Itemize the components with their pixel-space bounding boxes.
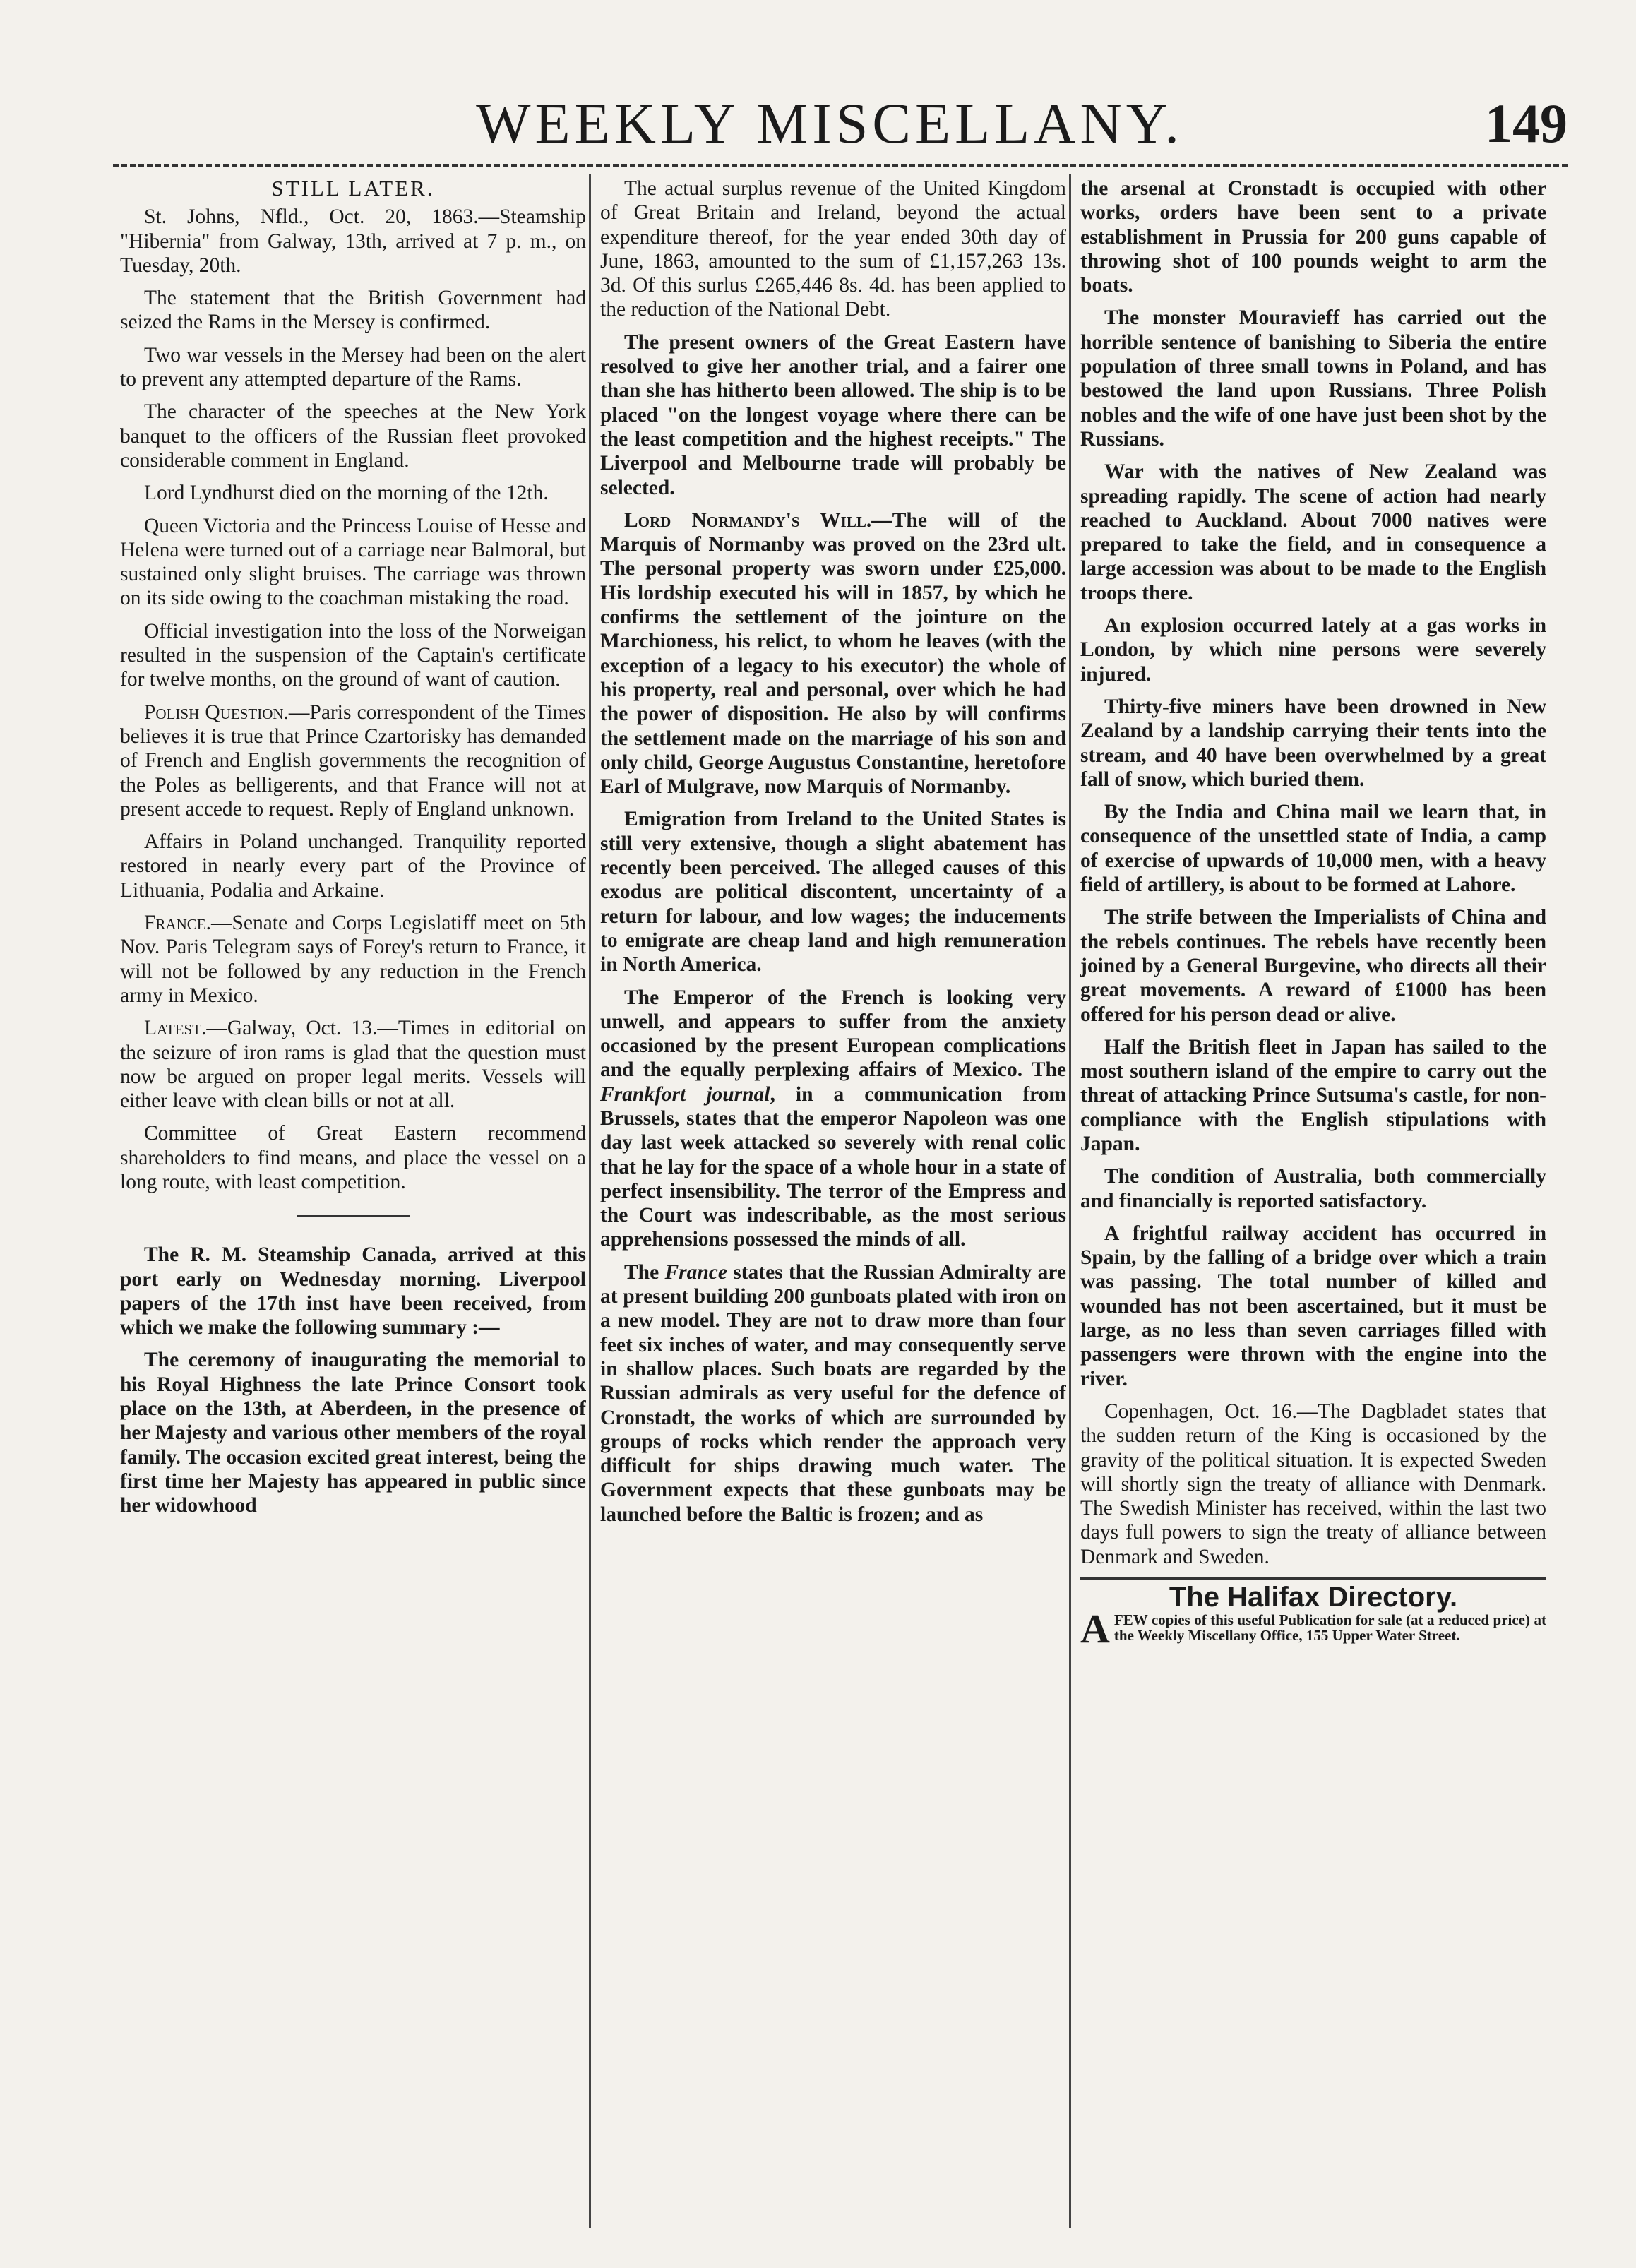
article-paragraph: A frightful railway accident has occurred in Spain, by the falling of a bridge over which a train was passing. The total number of killed and wounded has not been ascertained, but it must be large, as no less than seven carriages filled with passengers were thrown with the engine into the river. <box>1080 1222 1546 1390</box>
masthead <box>92 85 1568 162</box>
article-paragraph: The condition of Australia, both commercially and financially is reported satisfactory. <box>1080 1165 1546 1212</box>
paragraph-text: The Emperor of the French is looking very unwell, and appears to suffer from the anxiety occasioned by the present European complications and the equally perplexing affairs of Mexico. The <box>600 986 1066 1082</box>
paragraph-text: states that the Russian Admiralty are at present building 200 gunboats plated with iron on a new model. They are not to draw more than four feet six inches of water, and may consequently serve in shallow places. Such boats are regarded by the Russian admirals as very useful for the defence of Cronstadt, the works of which are surrounded by groups of rocks which render the approach very difficult for ships drawing much water. The Government expects that these gunboats may be launched before the Baltic is frozen; and as <box>600 1260 1066 1526</box>
paragraph-label: Polish Question. <box>144 700 289 724</box>
article-paragraph: The actual surplus revenue of the United Kingdom of Great Britain and Ireland, beyond the actual expenditure thereof, for the year ended 30th day of June, 1863, amounted to the sum of £1,157,263 13s. 3d. Of this surlus £265,446 8s. 4d. has been applied to the reduction of the National Debt. <box>600 177 1066 321</box>
article-paragraph: Copenhagen, Oct. 16.—The Dagbladet states that the sudden return of the King is occasioned by the gravity of the political situation. It is expected Sweden will shortly sign the treaty of alliance with Denmark. The Swedish Minister has received, within the last two days full powers to sign the treaty of alliance between Denmark and Sweden. <box>1080 1399 1546 1568</box>
column-divider <box>589 174 591 2228</box>
newspaper-title: WEEKLY MISCELLANY. <box>476 91 1183 155</box>
article-paragraph: Half the British fleet in Japan has sailed to the most southern island of the empire to carry out the threat of attacking Prince Sutsuma's castle, for non-compliance with the English stipulations with Japan. <box>1080 1035 1546 1155</box>
article-paragraph: The R. M. Steamship Canada, arrived at this port early on Wednesday morning. Liverpool papers of the 17th inst have been received, from which we make the following summary :— <box>120 1243 586 1339</box>
article-paragraph <box>120 700 586 821</box>
paragraph-label: Latest. <box>144 1017 207 1040</box>
article-paragraph: Committee of Great Eastern recommend shareholders to find means, and place the vessel on a long route, with least competition. <box>120 1122 586 1193</box>
article-paragraph: The statement that the British Government had seized the Rams in the Mersey is confirmed. <box>120 287 586 334</box>
column-right <box>1080 177 1546 2203</box>
page-number: 149 <box>1485 92 1568 154</box>
article-paragraph: Two war vessels in the Mersey had been on the alert to prevent any attempted departure of the Rams. <box>120 343 586 391</box>
article-paragraph: An explosion occurred lately at a gas works in London, by which nine persons were severely injured. <box>1080 614 1546 686</box>
article-paragraph: The ceremony of inaugurating the memorial to his Royal Highness the late Prince Consort took place on the 13th, at Aberdeen, in the presence of her Majesty and various other members of the royal family. The occasion excited great interest, being the first time her Majesty has appeared in public since her widowhood <box>120 1349 586 1517</box>
column-divider <box>1069 174 1071 2228</box>
column-left <box>120 177 586 2203</box>
paragraph-text: , in a communication from Brussels, states that the emperor Napoleon was one day last week attacked so severely with renal colic that he lay for the space of a whole hour in a state of perfect insensibility. The terror of the Empress and the Court was indescribable, as the most serious apprehensions possessed the minds of all. <box>600 1082 1066 1251</box>
paragraph-label: France. <box>144 912 211 935</box>
paragraph-text: —Galway, Oct. 13.—Times in editorial on the seizure of iron rams is glad that the question must now be argued on proper legal merits. Vessels will either leave with clean bills or not at all. <box>120 1017 586 1113</box>
advertisement-text: FEW copies of this useful Publication for sale (at a reduced price) at the Weekly Miscellany Office, 155 Upper Water Street. <box>1113 1611 1546 1645</box>
article-paragraph: The strife between the Imperialists of China and the rebels continues. The rebels have recently been joined by a General Burgevine, who directs all their great movements. A reward of £1000 has been offered for his person dead or alive. <box>1080 906 1546 1026</box>
article-paragraph: St. Johns, Nfld., Oct. 20, 1863.—Steamship "Hibernia" from Galway, 13th, arrived at 7 p. m., on Tuesday, 20th. <box>120 205 586 277</box>
drop-cap: A <box>1080 1606 1110 1652</box>
paragraph-label: Lord Normandy's Will. <box>624 508 872 532</box>
paragraph-text: —Paris correspondent of the Times believes it is true that Prince Czartorisky has demanded of French and English governments the recognition of the Poles as belligerents, and that France will not at present accede to request. Reply of England unknown. <box>120 700 586 820</box>
article-paragraph: The character of the speeches at the New York banquet to the officers of the Russian fleet provoked considerable comment in England. <box>120 400 586 472</box>
article-paragraph: the arsenal at Cronstadt is occupied with other works, orders have been sent to a private establishment in Prussia for 200 guns capable of throwing shot of 100 pounds weight to arm the boats. <box>1080 177 1546 297</box>
header-rule <box>113 164 1568 169</box>
paragraph-text: The <box>624 1260 665 1284</box>
article-paragraph: The present owners of the Great Eastern have resolved to give her another trial, and a fairer one than she has hitherto been allowed. The ship is to be placed "on the longest voyage where there can be the least competition and the highest receipts." The Liverpool and Melbourne trade will probably be selected. <box>600 330 1066 499</box>
article-paragraph: Affairs in Poland unchanged. Tranquility reported restored in nearly every part of the Province of Lithuania, Podalia and Arkaine. <box>120 830 586 902</box>
paragraph-text: —Senate and Corps Legislatiff meet on 5th Nov. Paris Telegram says of Forey's return to France, it will not be followed by any reduction in the French army in Mexico. <box>120 912 586 1007</box>
article-paragraph <box>600 508 1066 799</box>
column-middle <box>600 177 1066 2203</box>
article-paragraph <box>120 1016 586 1113</box>
section-divider <box>297 1215 410 1217</box>
article-paragraph <box>600 1260 1066 1527</box>
advertisement-title: The Halifax Directory. <box>1080 1577 1546 1609</box>
article-paragraph: By the India and China mail we learn that, in consequence of the unsettled state of India, a camp of exercise of upwards of 10,000 men, with a heavy field of artillery, is about to be formed at Lahore. <box>1080 801 1546 897</box>
article-paragraph: Official investigation into the loss of the Norweigan resulted in the suspension of the Captain's certificate for twelve months, on the ground of want of caution. <box>120 619 586 691</box>
advertisement-body <box>1080 1606 1546 1652</box>
article-paragraph: Emigration from Ireland to the United States is still very extensive, though a slight abatement has recently been perceived. The alleged causes of this exodus are political discontent, uncertainty of a return for labour, and low wages; the inducements to emigrate are cheap land and high remuneration in North America. <box>600 808 1066 977</box>
article-paragraph: The monster Mouravieff has carried out the horrible sentence of banishing to Siberia the entire population of three small towns in Poland, and has bestowed the land upon Russians. Three Polish nobles and the wife of one have just been shot by the Russians. <box>1080 306 1546 450</box>
paragraph-text: —The will of the Marquis of Normanby was proved on the 23rd ult. The personal property was sworn under £25,000. His lordship executed his will in 1857, by which he confirms the settlement of the jointure on the Marchioness, his relict, to whom he leaves (with the exception of a legacy to his executor) the whole of his property, real and personal, over which he had the power of disposition. He also by will confirms the settlement made on the marriage of his son and only child, George Augustus Constantine, heretofore Earl of Mulgrave, now Marquis of Normanby. <box>600 508 1066 799</box>
article-paragraph <box>120 911 586 1008</box>
paragraph-italic: France <box>664 1260 727 1284</box>
article-paragraph <box>600 986 1066 1252</box>
paragraph-italic: Frankfort journal <box>600 1082 770 1106</box>
article-paragraph: Lord Lyndhurst died on the morning of the 12th. <box>144 482 549 505</box>
section-heading: STILL LATER. <box>271 177 435 201</box>
article-paragraph: Thirty-five miners have been drowned in New Zealand by a landship carrying their tents into the stream, and 40 have been overwhelmed by a great fall of snow, which buried them. <box>1080 695 1546 791</box>
article-paragraph: War with the natives of New Zealand was spreading rapidly. The scene of action had nearly reached to Auckland. About 7000 natives were prepared to take the field, and in consequence a large accession was about to be made to the English troops there. <box>1080 460 1546 604</box>
article-paragraph: Queen Victoria and the Princess Louise of Hesse and Helena were turned out of a carriage near Balmoral, but sustained only slight bruises. The carriage was thrown on its side owing to the coachman mistaking the road. <box>120 514 586 610</box>
